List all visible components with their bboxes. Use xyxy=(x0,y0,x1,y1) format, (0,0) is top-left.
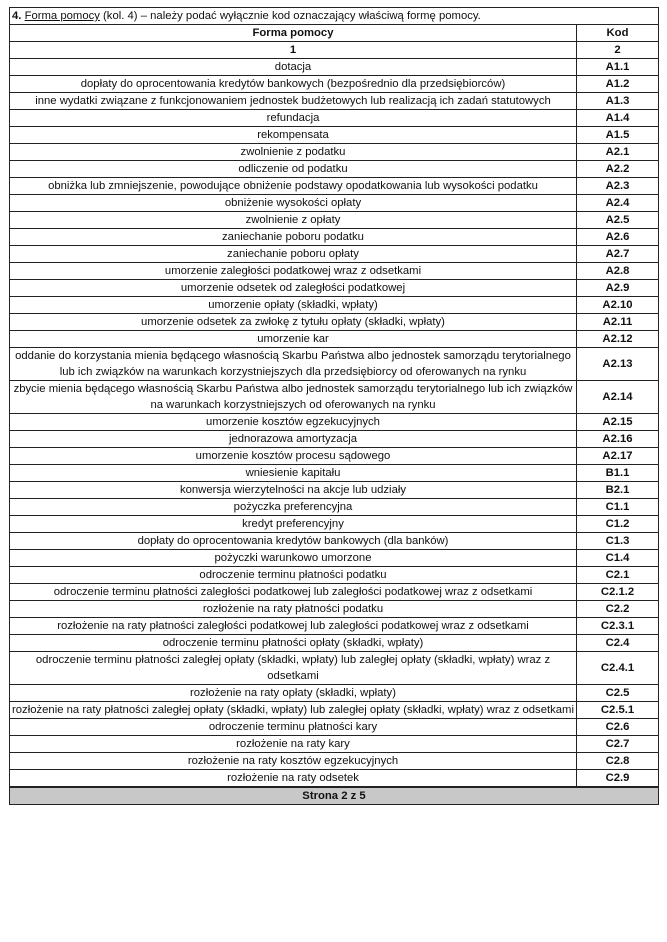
aid-form-code: C1.3 xyxy=(577,533,659,550)
aid-forms-table xyxy=(9,7,659,805)
aid-form-code: B2.1 xyxy=(577,482,659,499)
table-row xyxy=(10,144,659,161)
table-row xyxy=(10,59,659,76)
table-row xyxy=(10,431,659,448)
table-row xyxy=(10,719,659,736)
aid-form-code: C2.3.1 xyxy=(577,618,659,635)
table-row xyxy=(10,567,659,584)
aid-form-code: C2.1 xyxy=(577,567,659,584)
aid-form-code: A2.5 xyxy=(577,212,659,229)
table-row xyxy=(10,314,659,331)
aid-form-code: C2.6 xyxy=(577,719,659,736)
table-row xyxy=(10,736,659,753)
aid-form-code: C2.1.2 xyxy=(577,584,659,601)
aid-form-name: rozłożenie na raty płatności podatku xyxy=(10,601,577,618)
table-row xyxy=(10,448,659,465)
aid-form-code: A2.9 xyxy=(577,280,659,297)
aid-form-name: obniżka lub zmniejszenie, powodujące obniżenie podstawy opodatkowania lub wysokości podatku xyxy=(10,178,577,195)
table-row xyxy=(10,229,659,246)
aid-form-name: kredyt preferencyjny xyxy=(10,516,577,533)
aid-form-name: wniesienie kapitału xyxy=(10,465,577,482)
intro-cell xyxy=(10,8,659,25)
aid-form-code: C2.4 xyxy=(577,635,659,652)
aid-form-code: A2.14 xyxy=(577,381,659,414)
aid-form-code: C2.2 xyxy=(577,601,659,618)
aid-form-name: jednorazowa amortyzacja xyxy=(10,431,577,448)
table-row xyxy=(10,601,659,618)
aid-form-code: A2.16 xyxy=(577,431,659,448)
aid-form-code: A2.3 xyxy=(577,178,659,195)
aid-form-code: C2.7 xyxy=(577,736,659,753)
aid-form-name: refundacja xyxy=(10,110,577,127)
aid-form-name: pożyczka preferencyjna xyxy=(10,499,577,516)
aid-form-name: rozłożenie na raty kosztów egzekucyjnych xyxy=(10,753,577,770)
aid-form-name: oddanie do korzystania mienia będącego własnością Skarbu Państwa albo jednostek samorządu terytorialnego lub ich związków na warunkach korzystniejszych dla przedsiębiorcy od oferowanych na rynku xyxy=(10,348,577,381)
header-code: Kod xyxy=(577,25,659,42)
aid-form-code: C2.4.1 xyxy=(577,652,659,685)
aid-form-code: A1.4 xyxy=(577,110,659,127)
section-title-link[interactable]: Forma pomocy xyxy=(24,10,100,22)
aid-form-name: umorzenie kosztów egzekucyjnych xyxy=(10,414,577,431)
table-row xyxy=(10,533,659,550)
aid-forms-table-wrapper xyxy=(9,7,658,805)
table-row xyxy=(10,685,659,702)
aid-form-name: dopłaty do oprocentowania kredytów bankowych (bezpośrednio dla przedsiębiorców) xyxy=(10,76,577,93)
aid-form-name: rekompensata xyxy=(10,127,577,144)
aid-form-code: A2.8 xyxy=(577,263,659,280)
aid-form-code: A2.12 xyxy=(577,331,659,348)
column-number-row xyxy=(10,42,659,59)
aid-form-name: odroczenie terminu płatności zaległości podatkowej lub zaległości podatkowej wraz z odsetkami xyxy=(10,584,577,601)
aid-form-code: C1.2 xyxy=(577,516,659,533)
table-row xyxy=(10,297,659,314)
table-row xyxy=(10,702,659,719)
table-row xyxy=(10,93,659,110)
section-description: (kol. 4) – należy podać wyłącznie kod oznaczający właściwą formę pomocy. xyxy=(99,10,481,22)
table-row xyxy=(10,178,659,195)
aid-form-code: A2.11 xyxy=(577,314,659,331)
table-row xyxy=(10,635,659,652)
aid-form-name: umorzenie zaległości podatkowej wraz z odsetkami xyxy=(10,263,577,280)
header-row xyxy=(10,25,659,42)
aid-form-code: C2.5.1 xyxy=(577,702,659,719)
aid-form-code: A2.1 xyxy=(577,144,659,161)
aid-form-name: dopłaty do oprocentowania kredytów bankowych (dla banków) xyxy=(10,533,577,550)
table-row xyxy=(10,618,659,635)
aid-form-name: pożyczki warunkowo umorzone xyxy=(10,550,577,567)
table-row xyxy=(10,195,659,212)
table-row xyxy=(10,584,659,601)
table-row xyxy=(10,499,659,516)
table-row xyxy=(10,482,659,499)
aid-form-code: C1.4 xyxy=(577,550,659,567)
aid-form-name: umorzenie odsetek od zaległości podatkowej xyxy=(10,280,577,297)
table-row xyxy=(10,550,659,567)
intro-row xyxy=(10,8,659,25)
column-number-2: 2 xyxy=(577,42,659,59)
aid-form-code: A1.2 xyxy=(577,76,659,93)
aid-form-name: odroczenie terminu płatności podatku xyxy=(10,567,577,584)
aid-form-name: odroczenie terminu płatności opłaty (składki, wpłaty) xyxy=(10,635,577,652)
aid-form-code: C2.8 xyxy=(577,753,659,770)
aid-form-code: A2.7 xyxy=(577,246,659,263)
aid-form-code: A2.10 xyxy=(577,297,659,314)
aid-form-name: zwolnienie z podatku xyxy=(10,144,577,161)
aid-form-code: A2.6 xyxy=(577,229,659,246)
table-row xyxy=(10,127,659,144)
table-row xyxy=(10,76,659,93)
page-footer-row xyxy=(10,787,659,805)
table-row xyxy=(10,246,659,263)
aid-form-code: A2.15 xyxy=(577,414,659,431)
aid-form-name: odliczenie od podatku xyxy=(10,161,577,178)
table-row xyxy=(10,414,659,431)
table-row xyxy=(10,331,659,348)
aid-form-code: B1.1 xyxy=(577,465,659,482)
aid-form-name: rozłożenie na raty płatności zaległości podatkowej lub zaległości podatkowej wraz z odsetkami xyxy=(10,618,577,635)
table-row xyxy=(10,348,659,381)
aid-form-name: rozłożenie na raty kary xyxy=(10,736,577,753)
aid-form-name: umorzenie odsetek za zwłokę z tytułu opłaty (składki, wpłaty) xyxy=(10,314,577,331)
aid-form-name: obniżenie wysokości opłaty xyxy=(10,195,577,212)
table-row xyxy=(10,516,659,533)
aid-form-name: odroczenie terminu płatności kary xyxy=(10,719,577,736)
aid-form-name: inne wydatki związane z funkcjonowaniem jednostek budżetowych lub realizacją ich zadań statutowych xyxy=(10,93,577,110)
table-row xyxy=(10,381,659,414)
column-number-1: 1 xyxy=(10,42,577,59)
aid-form-name: rozłożenie na raty płatności zaległej opłaty (składki, wpłaty) lub zaległej opłaty (składki, wpłaty) wraz z odsetkami xyxy=(10,702,577,719)
header-form: Forma pomocy xyxy=(10,25,577,42)
table-row xyxy=(10,280,659,297)
aid-form-code: C2.9 xyxy=(577,770,659,788)
aid-form-name: zaniechanie poboru opłaty xyxy=(10,246,577,263)
table-row xyxy=(10,465,659,482)
page-number: Strona 2 z 5 xyxy=(10,787,659,805)
table-body xyxy=(10,8,659,805)
aid-form-name: umorzenie opłaty (składki, wpłaty) xyxy=(10,297,577,314)
aid-form-code: A2.13 xyxy=(577,348,659,381)
aid-form-code: C2.5 xyxy=(577,685,659,702)
table-row xyxy=(10,263,659,280)
table-row xyxy=(10,110,659,127)
table-row xyxy=(10,212,659,229)
table-row xyxy=(10,753,659,770)
aid-form-name: odroczenie terminu płatności zaległej opłaty (składki, wpłaty) lub zaległej opłaty (składki, wpłaty) wraz z odsetkami xyxy=(10,652,577,685)
section-number: 4. xyxy=(12,10,22,22)
aid-form-name: dotacja xyxy=(10,59,577,76)
aid-form-name: rozłożenie na raty odsetek xyxy=(10,770,577,788)
aid-form-code: C1.1 xyxy=(577,499,659,516)
aid-form-code: A2.4 xyxy=(577,195,659,212)
aid-form-name: umorzenie kosztów procesu sądowego xyxy=(10,448,577,465)
table-row xyxy=(10,161,659,178)
aid-form-name: konwersja wierzytelności na akcje lub udziały xyxy=(10,482,577,499)
aid-form-name: zbycie mienia będącego własnością Skarbu Państwa albo jednostek samorządu terytorialnego lub ich związków na warunkach korzystniejszych od oferowanych na rynku xyxy=(10,381,577,414)
aid-form-code: A1.5 xyxy=(577,127,659,144)
aid-form-code: A2.17 xyxy=(577,448,659,465)
aid-form-name: zaniechanie poboru podatku xyxy=(10,229,577,246)
aid-form-code: A1.3 xyxy=(577,93,659,110)
table-row xyxy=(10,770,659,788)
aid-form-name: zwolnienie z opłaty xyxy=(10,212,577,229)
aid-form-code: A2.2 xyxy=(577,161,659,178)
table-row xyxy=(10,652,659,685)
aid-form-name: rozłożenie na raty opłaty (składki, wpłaty) xyxy=(10,685,577,702)
aid-form-code: A1.1 xyxy=(577,59,659,76)
aid-form-name: umorzenie kar xyxy=(10,331,577,348)
